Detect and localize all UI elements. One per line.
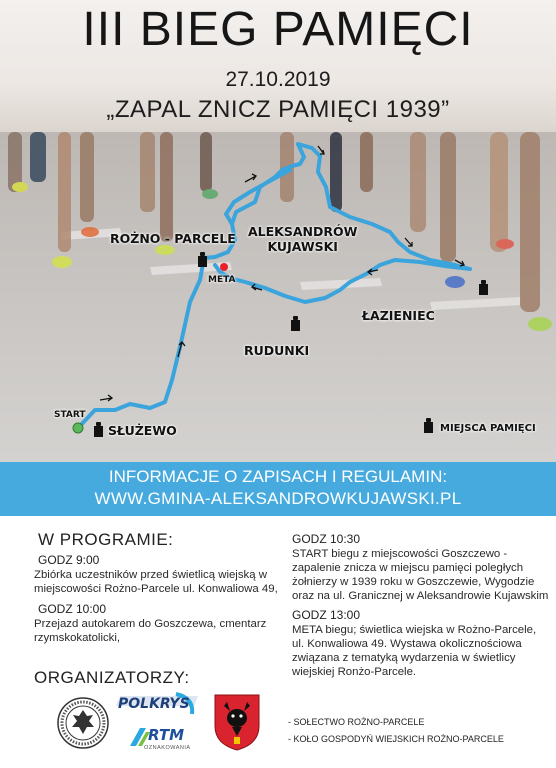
place-rozno-parcele: ROŻNO - PARCELE bbox=[110, 231, 236, 246]
place-rudunki: RUDUNKI bbox=[244, 343, 310, 358]
seal-logo bbox=[56, 696, 110, 750]
program-heading: W PROGRAMIE: bbox=[38, 530, 174, 549]
memorial-icon bbox=[94, 422, 103, 437]
organizers-list bbox=[288, 714, 504, 748]
start-marker bbox=[73, 423, 83, 433]
event-date: 27.10.2019 bbox=[225, 68, 331, 91]
memorial-icon-legend bbox=[424, 418, 433, 433]
program-description-line: oraz na ul. Granicznej w Aleksandrowie Kujawskim bbox=[292, 590, 549, 602]
program-description-line: zapalenie znicza w miejscu pamięci poległych bbox=[292, 562, 524, 574]
rtm-logo-text: RTM bbox=[148, 726, 185, 744]
registration-info-heading: INFORMACJE O ZAPISACH I REGULAMIN: bbox=[108, 467, 448, 486]
program-time: GODZ 10:00 bbox=[38, 602, 107, 616]
program-description-line: Zbiórka uczestników przed świetlicą wiejską w bbox=[34, 569, 267, 581]
program-description-line: miejscowości Rożno-Parcele ul. Konwaliowa 49, bbox=[34, 583, 278, 595]
memorial-icon bbox=[291, 316, 300, 331]
program-section bbox=[0, 516, 556, 768]
organizers-heading: ORGANIZATORZY: bbox=[34, 668, 190, 687]
place-aleksandrow-line2: KUJAWSKI bbox=[267, 239, 338, 254]
program-description-line: rzymskokatolicki, bbox=[34, 632, 121, 644]
polkrys-logo-text: POLKRYS bbox=[118, 696, 190, 712]
place-sluzewo: SŁUŻEWO bbox=[108, 423, 177, 438]
event-subtitle: „ZAPAL ZNICZ PAMIĘCI 1939” bbox=[106, 96, 450, 123]
registration-website-link[interactable]: WWW.GMINA-ALEKSANDROWKUJAWSKI.PL bbox=[94, 489, 462, 508]
poster-header bbox=[0, 0, 556, 140]
program-description-line: META biegu; świetlica wiejska w Rożno-Parcele, bbox=[292, 624, 537, 636]
program-description bbox=[292, 547, 548, 603]
program-time: GODZ 9:00 bbox=[38, 553, 100, 567]
program-description-line: żołnierzy w 1939 roku w Goszczewie, Wygodzie bbox=[292, 576, 535, 588]
place-aleksandrow-kujawski bbox=[248, 224, 357, 254]
program-description-line: START biegu z miejscowości Goszczewo - bbox=[292, 548, 508, 560]
program-time: GODZ 10:30 bbox=[292, 532, 361, 546]
program-description bbox=[292, 623, 536, 679]
program-description bbox=[34, 568, 278, 596]
program-time: GODZ 13:00 bbox=[292, 608, 361, 622]
place-lazieniec: ŁAZIENIEC bbox=[362, 308, 435, 323]
organizer-item: - SOŁECTWO ROŻNO-PARCELE bbox=[288, 717, 425, 727]
place-meta: META bbox=[208, 275, 236, 285]
program-description-line: ul. Konwaliowa 49. Wystawa okolicznościowa bbox=[292, 638, 522, 650]
place-start: START bbox=[54, 410, 86, 420]
route-map bbox=[0, 132, 556, 462]
program-description-line: Przejazd autokarem do Goszczewa, cmentarz bbox=[34, 618, 267, 630]
organizer-item: - KOŁO GOSPODYŃ WIEJSKICH ROŻNO-PARCELE bbox=[288, 734, 504, 744]
place-aleksandrow-line1: ALEKSANDRÓW bbox=[248, 224, 358, 239]
program-description-line: związana z tematyką wydarzenia w świetlicy bbox=[292, 652, 516, 664]
event-title: III BIEG PAMIĘCI bbox=[82, 3, 474, 56]
finish-marker bbox=[220, 263, 228, 271]
rtm-logo-subtext: OZNAKOWANIA bbox=[144, 745, 191, 751]
program-description-line: wiejskiej Ronżo-Parcele. bbox=[292, 666, 417, 678]
polkrys-logo bbox=[116, 692, 202, 722]
rtm-logo bbox=[126, 724, 196, 758]
coat-of-arms-logo bbox=[212, 692, 262, 752]
memorial-icon bbox=[198, 252, 207, 267]
registration-info-band bbox=[0, 462, 556, 516]
program-description bbox=[34, 617, 266, 645]
legend-memorial-places: MIEJSCA PAMIĘCI bbox=[440, 423, 536, 434]
memorial-icon bbox=[479, 280, 488, 295]
